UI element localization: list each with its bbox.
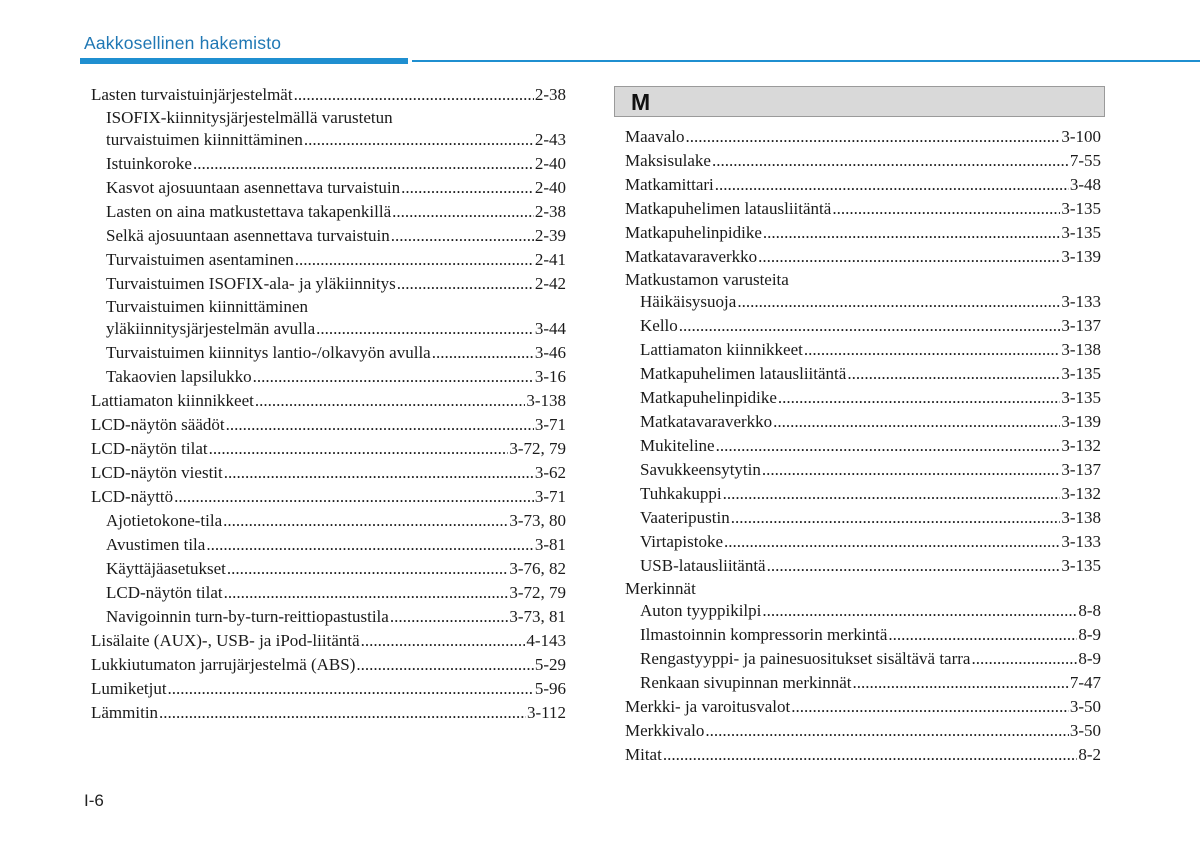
index-entry xyxy=(91,272,566,296)
index-entry-page-ref: 3-100 xyxy=(1061,127,1101,146)
index-entry-page-ref: 2-39 xyxy=(534,226,566,245)
dot-leader xyxy=(737,290,1060,314)
dot-leader xyxy=(804,338,1060,362)
dot-leader xyxy=(224,461,534,485)
dot-leader xyxy=(773,410,1060,434)
index-entry xyxy=(625,149,1101,173)
index-entry-term: LCD-näyttö xyxy=(91,487,174,506)
index-entry-page-ref: 8-2 xyxy=(1078,745,1101,764)
index-entry-page-ref: 3-73, 80 xyxy=(509,511,566,530)
index-entry xyxy=(625,125,1101,149)
index-entry-page-ref: 2-40 xyxy=(534,154,566,173)
dot-leader xyxy=(295,248,534,272)
page-number: I-6 xyxy=(84,791,104,810)
dot-leader xyxy=(705,719,1069,743)
index-entry-term: Merkinnät xyxy=(625,579,696,598)
index-entry-page-ref: 2-38 xyxy=(534,202,566,221)
index-entry-term: Auton tyyppikilpi xyxy=(640,601,762,620)
index-entry xyxy=(91,533,566,557)
index-entry-page-ref: 3-73, 81 xyxy=(509,607,566,626)
index-entry xyxy=(625,695,1101,719)
index-entry-term: Avustimen tila xyxy=(106,535,206,554)
dot-leader xyxy=(853,671,1069,695)
index-entry xyxy=(625,599,1101,623)
index-entry xyxy=(625,410,1101,434)
index-entry-page-ref: 8-9 xyxy=(1078,625,1101,644)
index-entry xyxy=(625,197,1101,221)
dot-leader xyxy=(253,365,534,389)
dot-leader xyxy=(767,554,1061,578)
index-entry-term: Häikäisysuoja xyxy=(640,292,737,311)
index-entry-page-ref: 3-133 xyxy=(1061,292,1101,311)
index-entry-term: turvaistuimen kiinnittäminen xyxy=(106,130,303,149)
dot-leader xyxy=(778,386,1060,410)
index-entry-term: yläkiinnitysjärjestelmän avulla xyxy=(106,319,316,338)
index-entry-term: Matkamittari xyxy=(625,175,714,194)
dot-leader xyxy=(356,653,533,677)
index-entry-page-ref: 5-29 xyxy=(534,655,566,674)
dot-leader xyxy=(168,677,534,701)
index-entry xyxy=(91,200,566,224)
index-entry-term: Virtapistoke xyxy=(640,532,724,551)
index-entry-page-ref: 2-43 xyxy=(534,130,566,149)
dot-leader xyxy=(679,314,1061,338)
index-entry-term: Ilmastoinnin kompressorin merkintä xyxy=(640,625,888,644)
dot-leader xyxy=(391,224,534,248)
index-entry xyxy=(91,653,566,677)
dot-leader xyxy=(224,581,509,605)
index-entry xyxy=(91,605,566,629)
index-entry-term: Matkapuhelimen latausliitäntä xyxy=(640,364,847,383)
index-entry-page-ref: 3-133 xyxy=(1061,532,1101,551)
index-entry-term: Turvaistuimen ISOFIX-ala- ja yläkiinnitys xyxy=(106,274,396,293)
dot-leader xyxy=(174,485,534,509)
index-entry-page-ref: 8-8 xyxy=(1078,601,1101,620)
index-entry xyxy=(625,362,1101,386)
index-entry-term: Turvaistuimen asentaminen xyxy=(106,250,294,269)
index-entry xyxy=(91,485,566,509)
index-entry-term: Navigoinnin turn-by-turn-reittiopastustila xyxy=(106,607,389,626)
dot-leader xyxy=(723,482,1061,506)
dot-leader xyxy=(159,701,526,725)
index-entry-page-ref: 3-135 xyxy=(1061,223,1101,242)
dot-leader xyxy=(294,83,534,107)
dot-leader xyxy=(227,557,508,581)
index-entry-term: Merkki- ja varoitusvalot xyxy=(625,697,791,716)
index-entry-page-ref: 3-138 xyxy=(1061,508,1101,527)
index-entry-page-ref: 2-41 xyxy=(534,250,566,269)
dot-leader xyxy=(255,389,525,413)
index-entry xyxy=(625,290,1101,314)
index-entry-page-ref: 3-137 xyxy=(1061,316,1101,335)
index-entry-term: Matkapuhelinpidike xyxy=(625,223,762,242)
index-entry xyxy=(91,224,566,248)
index-entry xyxy=(625,743,1101,767)
index-entry-term: Ajotietokone-tila xyxy=(106,511,223,530)
index-entry xyxy=(91,581,566,605)
index-entry-page-ref: 3-76, 82 xyxy=(509,559,566,578)
index-entry xyxy=(91,107,566,128)
index-entry-page-ref: 3-16 xyxy=(534,367,566,386)
index-entry xyxy=(91,83,566,107)
index-entry-page-ref: 2-42 xyxy=(534,274,566,293)
index-entry xyxy=(91,248,566,272)
index-entry-page-ref: 7-55 xyxy=(1069,151,1101,170)
index-entry xyxy=(625,173,1101,197)
index-entry xyxy=(91,677,566,701)
index-entry-term: Selkä ajosuuntaan asennettava turvaistuin xyxy=(106,226,390,245)
dot-leader xyxy=(685,125,1060,149)
index-entry-term: Vaateripustin xyxy=(640,508,730,527)
index-entry xyxy=(91,317,566,341)
letter-section-box xyxy=(614,86,1105,117)
index-entry-term: Mukiteline xyxy=(640,436,715,455)
index-entry-term: ISOFIX-kiinnitysjärjestelmällä varustetun xyxy=(106,108,393,127)
dot-leader xyxy=(401,176,534,200)
index-entry xyxy=(625,647,1101,671)
index-entry xyxy=(625,578,1101,599)
index-entry xyxy=(91,176,566,200)
index-entry xyxy=(91,365,566,389)
index-entry xyxy=(91,152,566,176)
dot-leader xyxy=(763,221,1060,245)
dot-leader xyxy=(304,128,534,152)
index-entry-term: Käyttäjäasetukset xyxy=(106,559,226,578)
index-entry-page-ref: 3-81 xyxy=(534,535,566,554)
dot-leader xyxy=(832,197,1060,221)
index-entry xyxy=(625,221,1101,245)
index-entry-page-ref: 3-72, 79 xyxy=(509,583,566,602)
index-entry-term: Lämmitin xyxy=(91,703,159,722)
index-entry-page-ref: 3-135 xyxy=(1061,556,1101,575)
index-entry-term: Matkatavaraverkko xyxy=(640,412,773,431)
index-entry-page-ref: 3-72, 79 xyxy=(509,439,566,458)
index-entry-page-ref: 7-47 xyxy=(1069,673,1101,692)
index-entry-term: Lattiamaton kiinnikkeet xyxy=(640,340,803,359)
index-entry-page-ref: 8-9 xyxy=(1078,649,1101,668)
index-entry xyxy=(91,701,566,725)
dot-leader xyxy=(724,530,1060,554)
dot-leader xyxy=(223,509,508,533)
index-entry-term: Takaovien lapsilukko xyxy=(106,367,252,386)
index-entry xyxy=(91,341,566,365)
index-entry-term: Kello xyxy=(640,316,678,335)
index-entry-page-ref: 3-135 xyxy=(1061,388,1101,407)
index-entry xyxy=(91,389,566,413)
dot-leader xyxy=(758,245,1060,269)
index-entry-page-ref: 3-139 xyxy=(1061,412,1101,431)
dot-leader xyxy=(715,173,1069,197)
index-entry xyxy=(625,506,1101,530)
dot-leader xyxy=(361,629,526,653)
index-entry xyxy=(625,386,1101,410)
index-entry-term: Merkkivalo xyxy=(625,721,705,740)
index-entry-term: Turvaistuimen kiinnitys lantio-/olkavyön avulla xyxy=(106,343,431,362)
index-entry xyxy=(91,509,566,533)
dot-leader xyxy=(762,599,1077,623)
index-entry xyxy=(625,245,1101,269)
index-entry-page-ref: 3-112 xyxy=(526,703,566,722)
index-entry-page-ref: 3-135 xyxy=(1061,199,1101,218)
index-entry-page-ref: 3-132 xyxy=(1061,484,1101,503)
dot-leader xyxy=(888,623,1077,647)
index-entry xyxy=(625,671,1101,695)
index-entry xyxy=(625,554,1101,578)
section-header-title: Aakkosellinen hakemisto xyxy=(84,33,282,53)
dot-leader xyxy=(316,317,534,341)
index-entry-term: Matkapuhelinpidike xyxy=(640,388,777,407)
index-entry-term: Matkapuhelimen latausliitäntä xyxy=(625,199,832,218)
index-entry-term: Tuhkakuppi xyxy=(640,484,722,503)
index-entry-page-ref: 5-96 xyxy=(534,679,566,698)
index-entry-page-ref: 3-135 xyxy=(1061,364,1101,383)
index-entry-term: LCD-näytön tilat xyxy=(106,583,223,602)
index-entry-term: Lattiamaton kiinnikkeet xyxy=(91,391,254,410)
index-entry-page-ref: 3-71 xyxy=(534,487,566,506)
index-entry-page-ref: 3-46 xyxy=(534,343,566,362)
index-entry xyxy=(625,719,1101,743)
index-entry-term: Matkustamon varusteita xyxy=(625,270,789,289)
index-entry xyxy=(91,461,566,485)
index-entry-page-ref: 3-138 xyxy=(526,391,566,410)
dot-leader xyxy=(716,434,1061,458)
dot-leader xyxy=(226,413,534,437)
index-entry xyxy=(91,128,566,152)
index-entry xyxy=(91,413,566,437)
index-entry-term: LCD-näytön tilat xyxy=(91,439,208,458)
index-entry xyxy=(625,458,1101,482)
header-rule-thin xyxy=(412,60,1200,62)
dot-leader xyxy=(971,647,1077,671)
index-entry-page-ref: 3-50 xyxy=(1069,697,1101,716)
index-entry-term: Lumiketjut xyxy=(91,679,167,698)
index-entry-page-ref: 2-40 xyxy=(534,178,566,197)
index-entry xyxy=(625,314,1101,338)
index-entry-term: Matkatavaraverkko xyxy=(625,247,758,266)
dot-leader xyxy=(712,149,1069,173)
index-entry-page-ref: 3-138 xyxy=(1061,340,1101,359)
index-entry-page-ref: 3-50 xyxy=(1069,721,1101,740)
index-entry-page-ref: 4-143 xyxy=(526,631,566,650)
index-column-left xyxy=(91,83,566,725)
index-entry-page-ref: 3-44 xyxy=(534,319,566,338)
dot-leader xyxy=(762,458,1060,482)
index-entry-term: Lasten on aina matkustettava takapenkillä xyxy=(106,202,392,221)
index-entry xyxy=(625,482,1101,506)
index-entry-term: LCD-näytön säädöt xyxy=(91,415,225,434)
index-entry-term: Lukkiutumaton jarrujärjestelmä (ABS) xyxy=(91,655,356,674)
dot-leader xyxy=(206,533,534,557)
index-entry xyxy=(625,530,1101,554)
index-entry-term: Maksisulake xyxy=(625,151,711,170)
index-column-right xyxy=(625,125,1101,767)
index-entry xyxy=(625,338,1101,362)
index-entry-term: Maavalo xyxy=(625,127,685,146)
header-rule-thick xyxy=(80,58,408,64)
dot-leader xyxy=(193,152,534,176)
index-entry-term: Lisälaite (AUX)-, USB- ja iPod-liitäntä xyxy=(91,631,360,650)
index-entry-term: Mitat xyxy=(625,745,662,764)
index-entry-term: USB-latausliitäntä xyxy=(640,556,766,575)
index-entry-term: Rengastyyppi- ja painesuositukset sisältävä tarra xyxy=(640,649,971,668)
index-entry-page-ref: 3-132 xyxy=(1061,436,1101,455)
letter-section-heading: M xyxy=(631,89,651,115)
dot-leader xyxy=(397,272,534,296)
index-entry xyxy=(91,296,566,317)
index-entry-page-ref: 2-38 xyxy=(534,85,566,104)
index-entry-term: LCD-näytön viestit xyxy=(91,463,223,482)
index-entry-term: Lasten turvaistuinjärjestelmät xyxy=(91,85,293,104)
index-entry xyxy=(625,269,1101,290)
dot-leader xyxy=(209,437,509,461)
index-entry-page-ref: 3-137 xyxy=(1061,460,1101,479)
dot-leader xyxy=(791,695,1069,719)
index-entry xyxy=(91,557,566,581)
index-entry-page-ref: 3-62 xyxy=(534,463,566,482)
dot-leader xyxy=(663,743,1077,767)
index-entry-term: Turvaistuimen kiinnittäminen xyxy=(106,297,308,316)
dot-leader xyxy=(847,362,1060,386)
index-entry-term: Renkaan sivupinnan merkinnät xyxy=(640,673,852,692)
index-entry xyxy=(91,629,566,653)
index-entry-page-ref: 3-139 xyxy=(1061,247,1101,266)
dot-leader xyxy=(432,341,534,365)
index-entry-page-ref: 3-48 xyxy=(1069,175,1101,194)
dot-leader xyxy=(392,200,534,224)
dot-leader xyxy=(390,605,509,629)
index-entry-term: Savukkeensytytin xyxy=(640,460,761,479)
index-entry-term: Kasvot ajosuuntaan asennettava turvaistuin xyxy=(106,178,401,197)
index-entry-term: Istuinkoroke xyxy=(106,154,192,173)
dot-leader xyxy=(731,506,1061,530)
index-entry xyxy=(625,623,1101,647)
index-entry xyxy=(91,437,566,461)
index-entry-page-ref: 3-71 xyxy=(534,415,566,434)
index-entry xyxy=(625,434,1101,458)
